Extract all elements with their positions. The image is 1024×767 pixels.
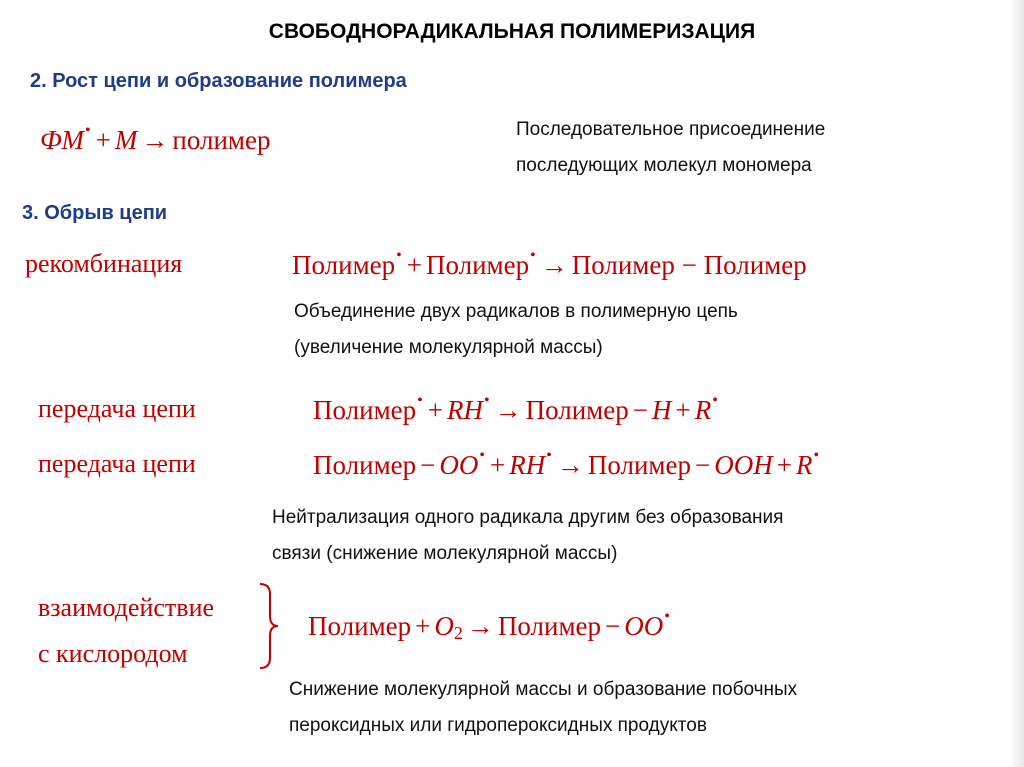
radical-dot-icon: •	[546, 447, 552, 464]
heading-chain-termination: 3. Обрыв цепи	[22, 202, 168, 224]
label-chain-transfer-2: передача цепи	[38, 449, 196, 478]
equation-chain-transfer-1	[313, 392, 719, 426]
equation-recombination	[292, 247, 807, 281]
description-line: Объединение двух радикалов в полимерную цепь	[294, 301, 738, 322]
description-line: связи (снижение молекулярной массы)	[272, 543, 618, 564]
eq-polymer: Полимер	[313, 450, 417, 480]
eq-plus: +	[95, 125, 111, 155]
radical-dot-icon: •	[85, 122, 91, 139]
eq-ooh: OOH	[714, 450, 773, 480]
radical-dot-icon: •	[530, 247, 536, 264]
description-line: Последовательное присоединение	[516, 119, 826, 140]
label-oxygen-interaction	[38, 585, 214, 677]
label-line: с кислородом	[38, 639, 188, 668]
eq-polymer: Полимер	[525, 395, 629, 425]
eq-m: М	[114, 125, 138, 155]
description-chain-growth	[516, 112, 825, 184]
eq-minus: −	[694, 450, 711, 480]
eq-minus: −	[632, 395, 648, 425]
curly-brace-icon	[256, 582, 282, 670]
eq-o2: O	[434, 611, 454, 641]
radical-dot-icon: •	[483, 392, 490, 409]
slide-title: СВОБОДНОРАДИКАЛЬНАЯ ПОЛИМЕРИЗАЦИЯ	[268, 20, 756, 43]
description-line: последующих молекул мономера	[516, 155, 812, 176]
equation-chain-growth	[40, 122, 270, 156]
equation-chain-transfer-2	[313, 447, 820, 481]
eq-polymer: Полимер	[587, 450, 691, 480]
eq-r: R	[694, 395, 712, 425]
eq-minus: −	[420, 450, 436, 480]
radical-dot-icon: •	[712, 392, 718, 409]
heading-chain-growth: 2. Рост цепи и образование полимера	[30, 70, 407, 92]
eq-plus: +	[415, 611, 431, 641]
eq-product: полимер	[172, 125, 271, 155]
radical-dot-icon: •	[664, 608, 670, 625]
description-recombination	[294, 294, 738, 366]
radical-dot-icon: •	[417, 392, 423, 409]
arrow-right-icon: →	[494, 395, 522, 425]
eq-rh: RH	[446, 395, 483, 425]
eq-polymer: Полимер	[497, 611, 602, 641]
eq-plus: +	[675, 395, 691, 425]
description-line: Снижение молекулярной массы и образование побочных	[289, 679, 798, 700]
eq-oo: OO	[624, 611, 664, 641]
eq-h: H	[651, 395, 672, 425]
eq-product: Полимер − Полимер	[571, 250, 807, 280]
radical-dot-icon: •	[396, 247, 402, 264]
arrow-right-icon: →	[466, 611, 494, 641]
label-chain-transfer-1: передача цепи	[38, 394, 196, 423]
eq-polymer: Полимер	[425, 250, 530, 280]
description-line: (увеличение молекулярной массы)	[294, 337, 603, 358]
eq-polymer: Полимер	[313, 395, 417, 425]
eq-subscript: 2	[453, 623, 463, 643]
description-line: Нейтрализация одного радикала другим без образования	[272, 507, 784, 528]
eq-oo: OO	[439, 450, 479, 480]
slide-edge-shadow	[1010, 0, 1024, 767]
eq-minus: −	[605, 611, 621, 641]
description-line: пероксидных или гидропероксидных продуктов	[289, 715, 707, 736]
eq-fm: ФМ	[40, 125, 85, 155]
eq-polymer: Полимер	[292, 250, 396, 280]
description-chain-transfer	[272, 500, 783, 572]
eq-plus: +	[427, 395, 443, 425]
arrow-right-icon: →	[540, 250, 568, 280]
radical-dot-icon: •	[813, 447, 820, 464]
description-oxygen	[289, 672, 797, 744]
arrow-right-icon: →	[141, 125, 169, 155]
equation-oxygen	[308, 608, 671, 644]
label-recombination: рекомбинация	[25, 249, 183, 278]
eq-plus: +	[489, 450, 506, 480]
eq-r: R	[795, 450, 813, 480]
label-line: взаимодействие	[38, 593, 215, 622]
eq-plus: +	[406, 250, 422, 280]
eq-polymer: Полимер	[308, 611, 412, 641]
eq-rh: RH	[509, 450, 546, 480]
arrow-right-icon: →	[556, 450, 584, 480]
radical-dot-icon: •	[479, 447, 485, 464]
eq-plus: +	[776, 450, 792, 480]
